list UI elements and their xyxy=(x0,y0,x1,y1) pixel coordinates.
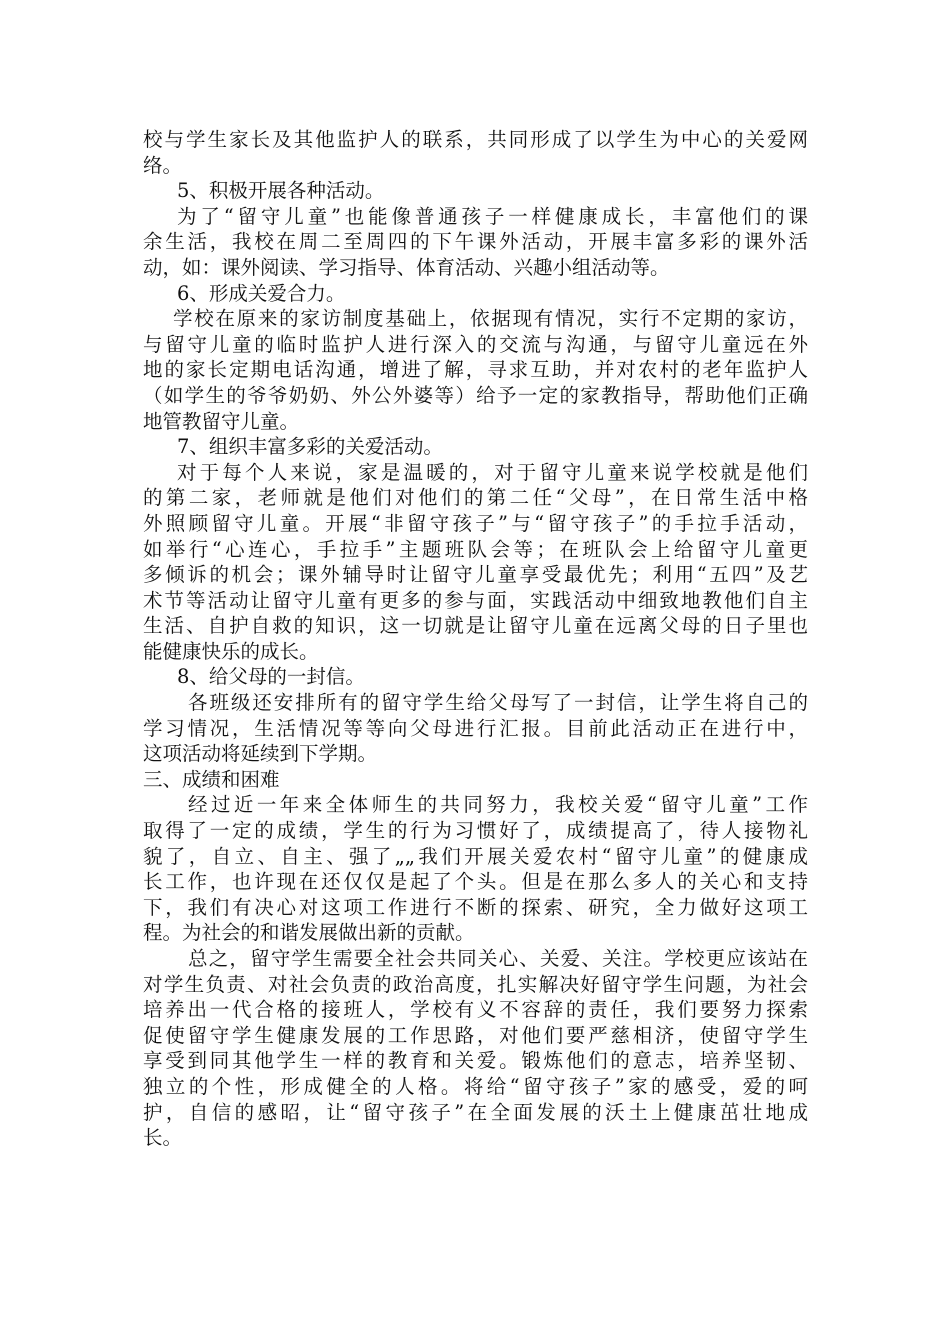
text-line: 独立的个性，形成健全的人格。将给“留守孩子”家的感受，爱的呵 xyxy=(143,1074,808,1098)
text-line: 护，自信的感昭，让“留守孩子”在全面发展的沃土上健康茁壮地成 xyxy=(143,1100,808,1124)
text-line: 地的家长定期电话沟通，增进了解，寻求互助，并对农村的老年监护人 xyxy=(143,358,808,382)
text-line: 程。为社会的和谐发展做出新的贡献。 xyxy=(143,921,475,945)
section-heading: 三、成绩和困难 xyxy=(143,767,280,791)
text-line: 多倾诉的机会；课外辅导时让留守儿童享受最优先；利用“五四”及艺 xyxy=(143,563,808,587)
text-line: 对学生负责、对社会负责的政治高度，扎实解决好留守学生问题，为社会 xyxy=(143,972,808,996)
document-body xyxy=(143,127,808,1151)
text-line: 学校在原来的家访制度基础上，依据现有情况，实行不定期的家访， xyxy=(173,307,808,331)
text-line: 余生活，我校在周二至周四的下午课外活动，开展丰富多彩的课外活 xyxy=(143,230,808,254)
text-line: 的第二家，老师就是他们对他们的第二任“父母”，在日常生活中格 xyxy=(143,486,808,510)
text-line: 享受到同其他学生一样的教育和关爱。锻炼他们的意志，培养坚韧、 xyxy=(143,1049,808,1073)
text-line: 能健康快乐的成长。 xyxy=(143,639,319,663)
text-line: 生活、自护自救的知识，这一切就是让留守儿童在远离父母的日子里也 xyxy=(143,614,808,638)
text-line: 取得了一定的成绩，学生的行为习惯好了，成绩提高了，待人接物礼 xyxy=(143,819,808,843)
text-line: 为了“留守儿童”也能像普通孩子一样健康成长，丰富他们的课 xyxy=(177,204,808,228)
text-line: 总之，留守学生需要全社会共同关心、关爱、关注。学校更应该站在 xyxy=(188,947,808,970)
text-line: 促使留守学生健康发展的工作思路，对他们要严慈相济，使留守学生 xyxy=(143,1023,808,1047)
text-line: 外照顾留守儿童。开展“非留守孩子”与“留守孩子”的手拉手活动， xyxy=(143,511,808,535)
text-line: 各班级还安排所有的留守学生给父母写了一封信，让学生将自己的 xyxy=(188,691,808,715)
text-line: 对于每个人来说，家是温暖的，对于留守儿童来说学校就是他们 xyxy=(177,460,808,484)
text-line: 长工作，也许现在还仅仅是起了个头。但是在那么多人的关心和支持 xyxy=(143,870,808,894)
text-line: 术节等活动让留守儿童有更多的参与面，实践活动中细致地教他们自主 xyxy=(143,588,808,612)
text-line: 校与学生家长及其他监护人的联系，共同形成了以学生为中心的关爱网 xyxy=(143,128,808,151)
text-line: 如举行“心连心，手拉手”主题班队会等；在班队会上给留守儿童更 xyxy=(143,537,808,561)
section-heading: 6、形成关爱合力。 xyxy=(177,281,346,305)
text-line: 络。 xyxy=(143,153,183,177)
text-line: 动，如：课外阅读、学习指导、体育活动、兴趣小组活动等。 xyxy=(143,255,670,279)
section-heading: 7、组织丰富多彩的关爱活动。 xyxy=(177,435,443,459)
text-line: 长。 xyxy=(143,1126,183,1150)
text-line: （如学生的爷爷奶奶、外公外婆等）给予一定的家教指导，帮助他们正确 xyxy=(143,383,808,407)
text-line: 培养出一代合格的接班人，学校有义不容辞的责任，我们要努力探索 xyxy=(143,998,808,1022)
text-line: 貌了，自立、自主、强了„„我们开展关爱农村“留守儿童”的健康成 xyxy=(143,844,808,868)
text-line: 经过近一年来全体师生的共同努力，我校关爱“留守儿童”工作 xyxy=(188,793,808,817)
section-heading: 5、积极开展各种活动。 xyxy=(177,179,385,203)
text-line: 学习情况，生活情况等等向父母进行汇报。目前此活动正在进行中， xyxy=(143,716,808,740)
section-heading: 8、给父母的一封信。 xyxy=(177,665,365,689)
text-line: 地管教留守儿童。 xyxy=(143,409,300,433)
text-line: 这项活动将延续到下学期。 xyxy=(143,742,378,766)
text-line: 下，我们有决心对这项工作进行不断的探索、研究，全力做好这项工 xyxy=(143,895,808,919)
text-line: 与留守儿童的临时监护人进行深入的交流与沟通，与留守儿童远在外 xyxy=(143,332,808,356)
